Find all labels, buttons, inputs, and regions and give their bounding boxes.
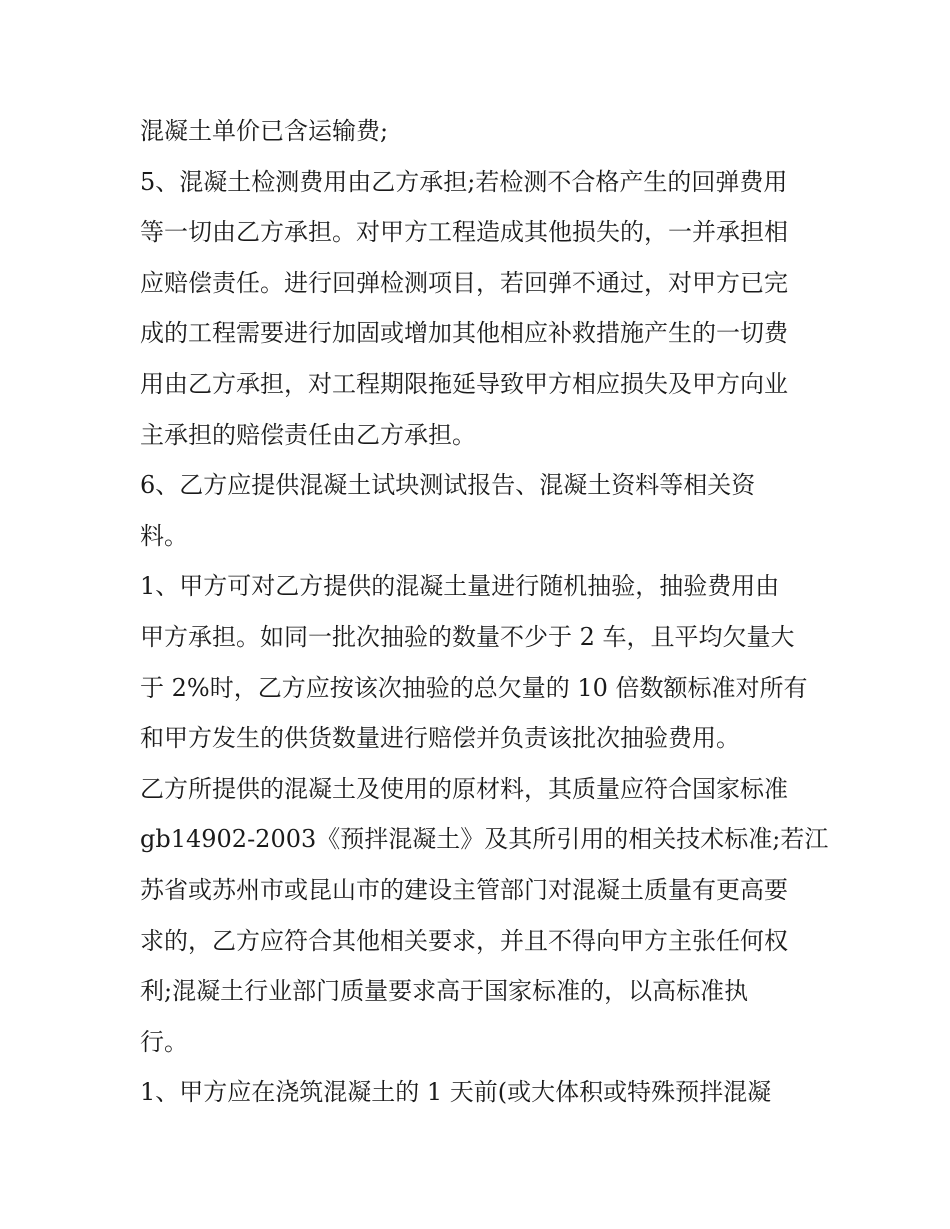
text-line: 行。 bbox=[140, 1027, 188, 1056]
text-line: 应赔偿责任。进行回弹检测项目，若回弹不通过，对甲方已完 bbox=[140, 268, 788, 297]
text-line: 1、甲方应在浇筑混凝土的 1 天前(或大体积或特殊预拌混凝 bbox=[140, 1078, 772, 1107]
text-line: 混凝土单价已含运输费; bbox=[140, 117, 389, 145]
text-line: 成的工程需要进行加固或增加其他相应补救措施产生的一切费 bbox=[140, 319, 788, 348]
text-line: 用由乙方承担，对工程期限拖延导致甲方相应损失及甲方向业 bbox=[140, 369, 788, 398]
text-line: 5、混凝土检测费用由乙方承担;若检测不合格产生的回弹费用 bbox=[140, 167, 788, 196]
text-line: 和甲方发生的供货数量进行赔偿并负责该批次抽验费用。 bbox=[140, 724, 740, 753]
text-line: 料。 bbox=[140, 521, 188, 550]
text-line: 利;混凝土行业部门质量要求高于国家标准的，以高标准执 bbox=[140, 977, 749, 1006]
text-line: 1、甲方可对乙方提供的混凝土量进行随机抽验，抽验费用由 bbox=[140, 572, 780, 601]
text-line: 乙方所提供的混凝土及使用的原材料，其质量应符合国家标准 bbox=[140, 774, 788, 803]
text-line: 主承担的赔偿责任由乙方承担。 bbox=[140, 420, 476, 449]
text-line: 苏省或苏州市或昆山市的建设主管部门对混凝土质量有更高要 bbox=[140, 875, 788, 904]
document-body bbox=[140, 106, 829, 1118]
text-line: 6、乙方应提供混凝土试块测试报告、混凝土资料等相关资 bbox=[140, 471, 756, 500]
text-line: 等一切由乙方承担。对甲方工程造成其他损失的，一并承担相 bbox=[140, 218, 788, 247]
text-line: 于 2%时，乙方应按该次抽验的总欠量的 10 倍数额标准对所有 bbox=[140, 673, 808, 702]
text-line: gb14902-2003《预拌混凝土》及其所引用的相关技术标准;若江 bbox=[140, 825, 829, 854]
text-line: 甲方承担。如同一批次抽验的数量不少于 2 车，且平均欠量大 bbox=[140, 622, 795, 651]
text-line: 求的，乙方应符合其他相关要求，并且不得向甲方主张任何权 bbox=[140, 926, 788, 955]
